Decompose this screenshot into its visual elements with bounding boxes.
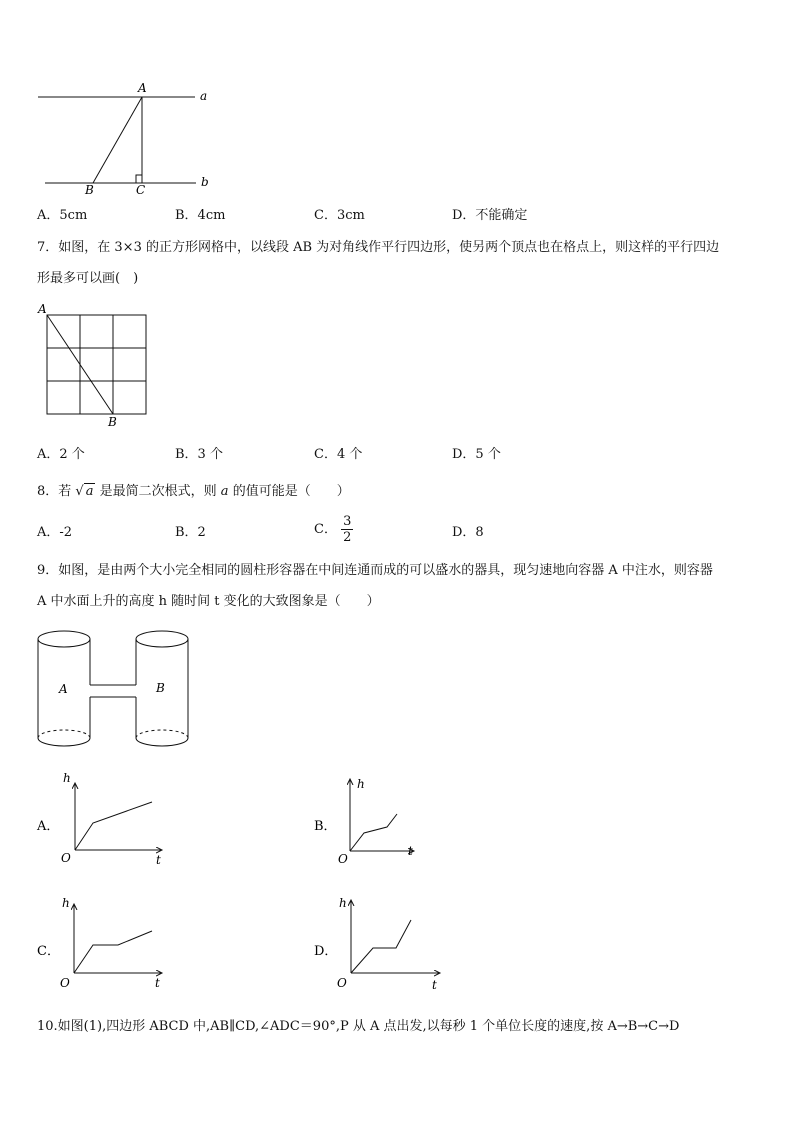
q8-mid: 是最简二次根式，则: [99, 484, 217, 499]
label-b: b: [201, 175, 209, 189]
q8-var: a: [220, 484, 229, 499]
q8-option-c-label: C．: [314, 522, 337, 537]
q6-option-b: B．4cm: [175, 208, 226, 223]
graph-a: [36, 771, 162, 867]
graph-d: [314, 896, 440, 992]
graph-b-curve: [350, 814, 397, 851]
label-C: C: [136, 183, 146, 197]
label-A: A: [138, 81, 147, 95]
label-A: A: [38, 302, 47, 316]
q6-option-a: A．5cm: [37, 208, 88, 223]
svg-text:h: h: [63, 771, 71, 785]
q9-text-line1: 9．如图，是由两个大小完全相同的圆柱形容器在中间连通而成的可以盛水的器具，现匀速地向容器 A 中注水，则容器: [37, 563, 713, 578]
svg-text:O: O: [60, 976, 70, 990]
svg-text:h: h: [339, 896, 347, 910]
q8-option-d: D．8: [452, 525, 484, 540]
label-B: B: [108, 415, 117, 429]
fraction-denominator: 2: [343, 530, 352, 545]
label-B: B: [156, 681, 165, 695]
label-a: a: [200, 89, 208, 103]
svg-text:t: t: [408, 844, 413, 858]
graph-c: [37, 896, 162, 990]
radicand: a: [85, 484, 94, 499]
svg-text:O: O: [61, 851, 71, 865]
graph-d-curve: [351, 920, 411, 973]
svg-text:t: t: [432, 978, 437, 992]
svg-text:h: h: [357, 777, 365, 791]
q7-option-c: C．4 个: [314, 447, 363, 462]
q10-text-line1: 10.如图(1),四边形 ABCD 中,AB∥CD,∠ADC＝90°,P 从 A 点出发,以每秒 1 个单位长度的速度,按 A→B→C→D: [37, 1019, 680, 1034]
q7-text-line2: 形最多可以画( ): [37, 271, 139, 286]
graph-c-curve: [74, 931, 152, 973]
graph-c-label: C．: [37, 944, 60, 959]
graph-a-label: A．: [37, 819, 60, 834]
graph-a-curve: [75, 802, 152, 850]
q8-suffix: 的值可能是（ ）: [232, 484, 350, 499]
label-B: B: [85, 183, 94, 197]
q8-option-a: A．-2: [37, 525, 73, 540]
fraction-numerator: 3: [343, 514, 352, 529]
svg-text:O: O: [338, 852, 348, 866]
label-A: A: [59, 682, 68, 696]
graph-b: [314, 777, 414, 866]
q7-option-b: B．3 个: [175, 447, 223, 462]
q7-option-a: A．2 个: [37, 447, 85, 462]
q7-option-d: D．5 个: [452, 447, 501, 462]
q6-option-d: D．不能确定: [452, 208, 528, 223]
q6-option-c: C．3cm: [314, 208, 365, 223]
q7-text-line1: 7．如图，在 3×3 的正方形网格中，以线段 AB 为对角线作平行四边形，使另两个顶点也在格点上，则这样的平行四边: [37, 240, 720, 255]
q8-option-b: B．2: [175, 525, 206, 540]
q8-prefix: 8．若: [37, 484, 72, 499]
sqrt-expression: √ a: [75, 484, 94, 499]
graph-b-label: B．: [314, 819, 337, 834]
svg-text:t: t: [155, 976, 160, 990]
graph-d-label: D．: [314, 944, 338, 959]
svg-text:t: t: [156, 853, 161, 867]
svg-text:O: O: [337, 976, 347, 990]
q9-text-line2: A 中水面上升的高度 h 随时间 t 变化的大致图象是（ ）: [37, 594, 380, 609]
svg-text:h: h: [62, 896, 70, 910]
